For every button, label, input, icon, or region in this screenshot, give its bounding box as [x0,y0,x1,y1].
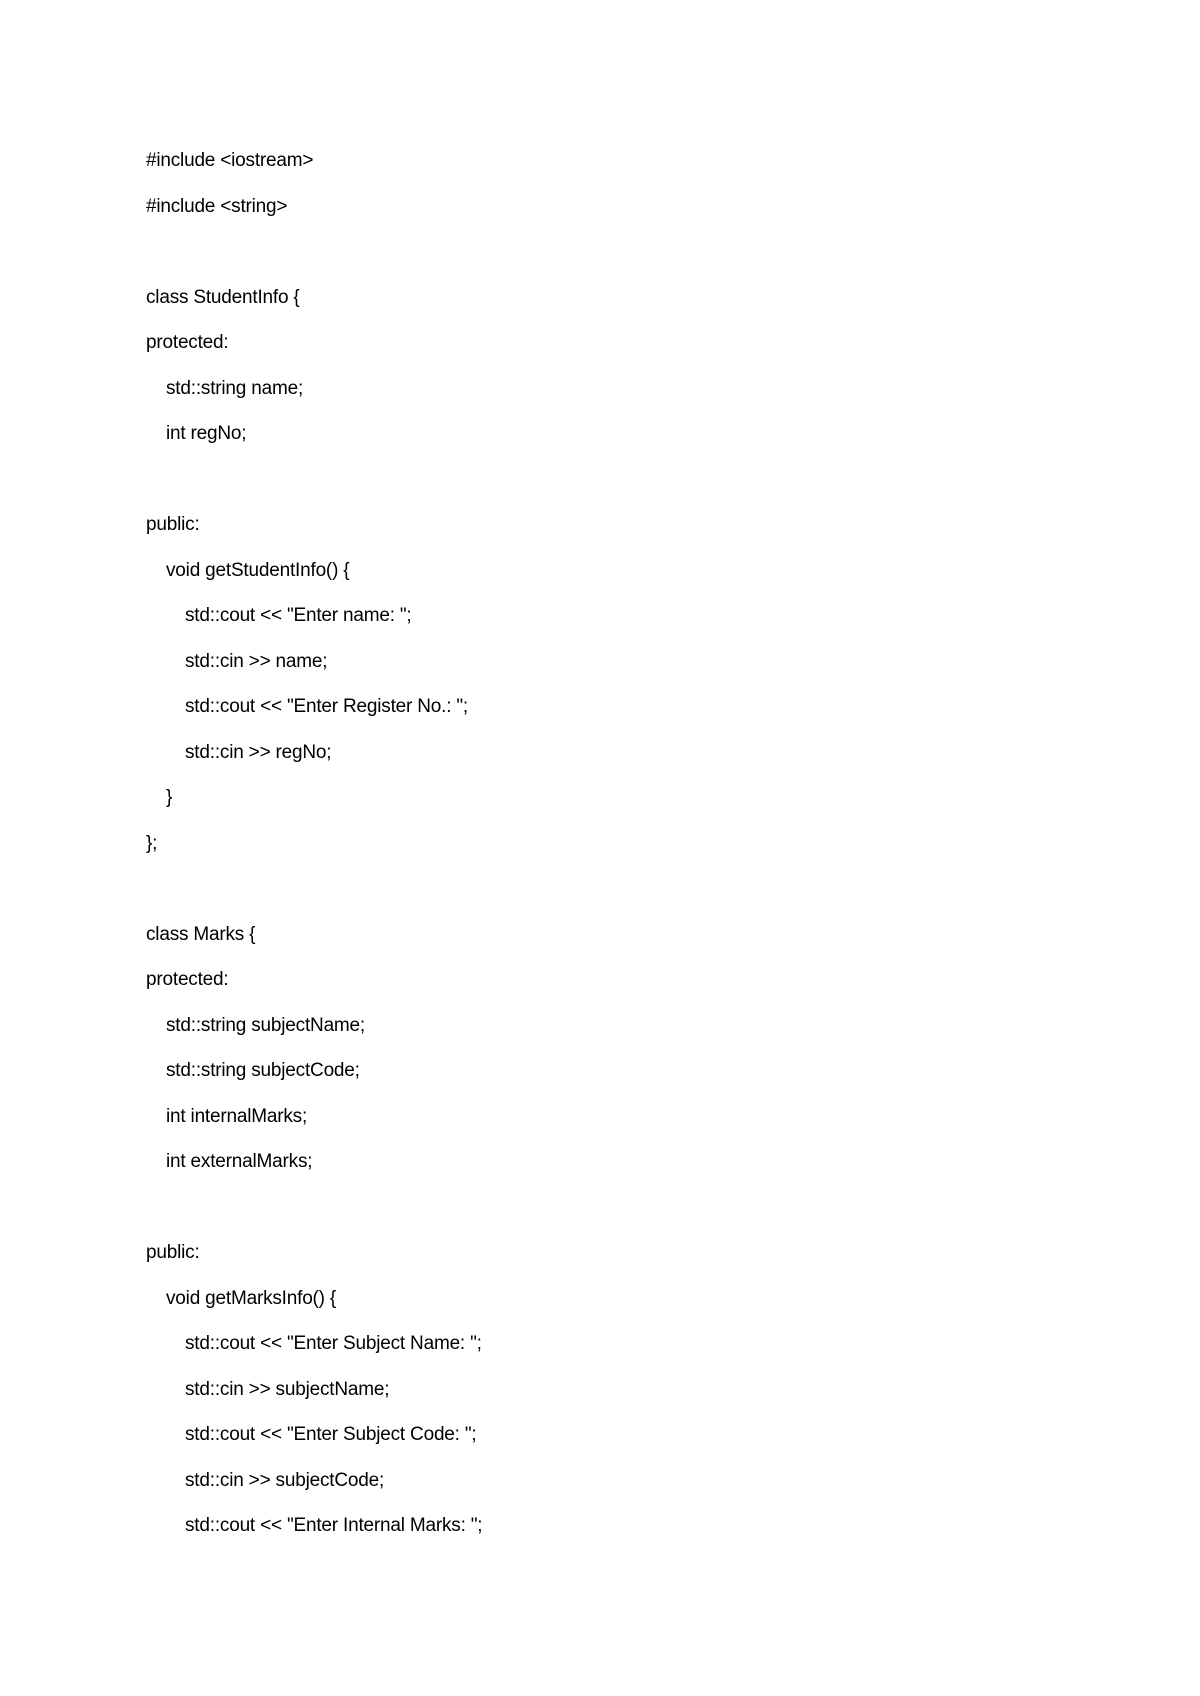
code-line: std::string subjectCode; [166,1060,360,1081]
code-listing [146,146,1146,1557]
blank-line [146,874,1146,920]
code-line: std::cout << "Enter name: "; [185,605,412,626]
code-line: int internalMarks; [166,1105,308,1127]
code-line: #include <iostream> [146,150,314,171]
blank-line [146,465,1146,511]
code-line: void getStudentInfo() { [166,559,350,581]
code-line: void getMarksInfo() { [166,1287,337,1309]
code-line: public: [146,514,200,535]
code-line: protected: [146,969,229,990]
code-line: std::cout << "Enter Register No.: "; [185,696,468,717]
code-line: std::string subjectName; [166,1014,366,1036]
code-line: std::cin >> subjectCode; [185,1469,385,1491]
code-line: int externalMarks; [166,1151,313,1172]
code-line: std::cout << "Enter Subject Code: "; [185,1424,477,1445]
code-line: } [166,787,173,808]
code-line: std::cin >> regNo; [185,741,332,763]
code-line: class Marks { [146,923,256,945]
code-line: std::cin >> name; [185,650,328,672]
code-line: protected: [146,332,229,353]
code-line: std::cout << "Enter Subject Name: "; [185,1333,482,1354]
code-line: std::string name; [166,377,304,399]
code-line: class StudentInfo { [146,286,300,308]
blank-line [146,237,1146,283]
blank-line [146,1193,1146,1239]
code-line: public: [146,1242,200,1263]
code-line: std::cin >> subjectName; [185,1378,390,1400]
code-line: std::cout << "Enter Internal Marks: "; [185,1515,483,1536]
code-line: #include <string> [146,195,288,217]
code-line: }; [146,832,158,854]
code-line: int regNo; [166,423,247,444]
